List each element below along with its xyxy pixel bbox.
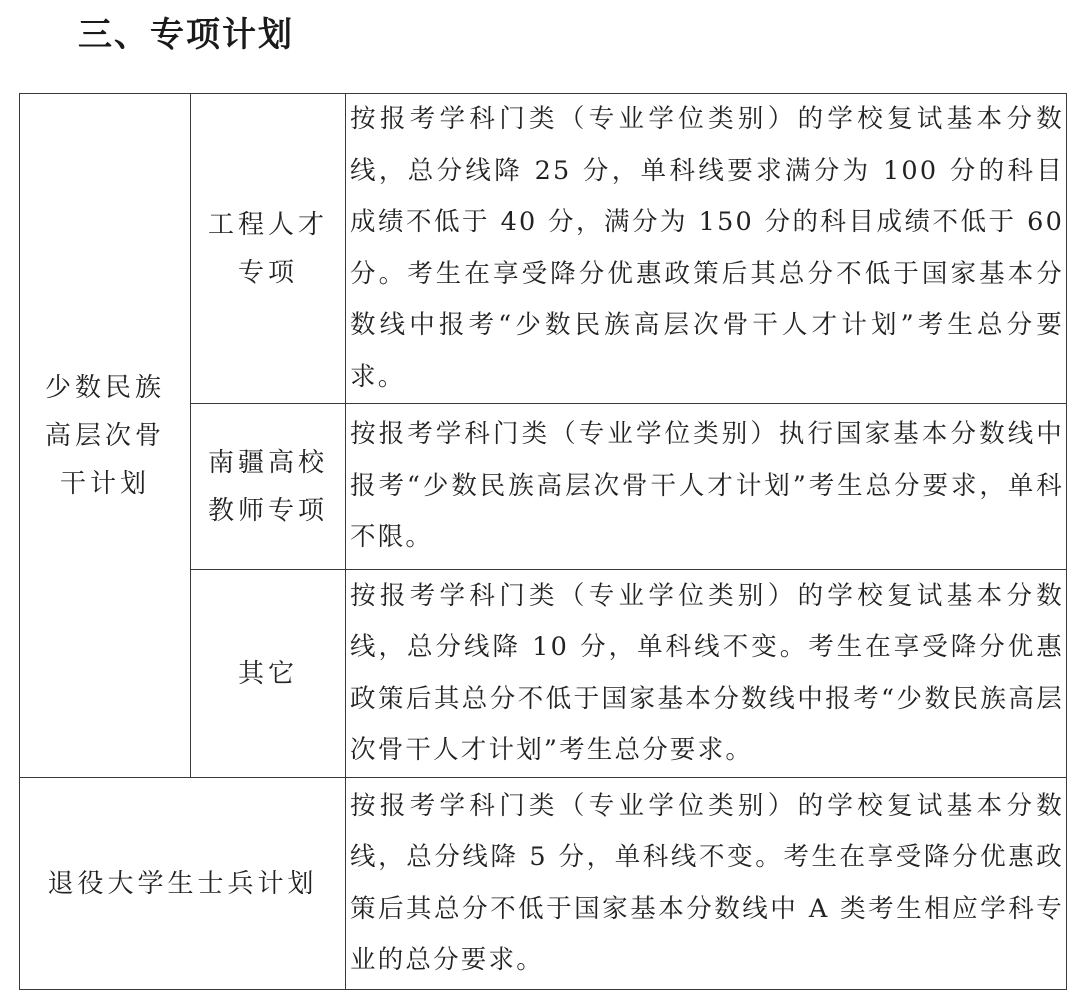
special-plan-table bbox=[19, 93, 1067, 990]
subcategory-line: 其它 bbox=[237, 658, 298, 689]
plan-category-line: 少数民族 bbox=[44, 372, 165, 403]
subcategory-line: 南疆高校 bbox=[207, 447, 328, 478]
subcategory-cell bbox=[191, 404, 346, 570]
subcategory-cell bbox=[191, 570, 346, 778]
requirement-cell: 按报考学科门类（专业学位类别）执行国家基本分数线中报考“少数民族高层次骨干人才计划”考生总分要求，单科不限。 bbox=[346, 404, 1067, 570]
requirement-cell: 按报考学科门类（专业学位类别）的学校复试基本分数线，总分线降 25 分，单科线要求满分为 100 分的科目成绩不低于 40 分，满分为 150 分的科目成绩不低于 60 分。考生在享受降分优惠政策后其总分不低于国家基本分数线中报考“少数民族高层次骨干人才计划”考生总分要求。 bbox=[346, 94, 1067, 404]
subcategory-cell bbox=[191, 94, 346, 404]
requirement-cell: 按报考学科门类（专业学位类别）的学校复试基本分数线，总分线降 5 分，单科线不变。考生在享受降分优惠政策后其总分不低于国家基本分数线中 A 类考生相应学科专业的总分要求。 bbox=[346, 778, 1067, 990]
table-row bbox=[20, 94, 1067, 404]
plan-category-cell bbox=[20, 778, 346, 990]
subcategory-line: 专项 bbox=[237, 257, 298, 288]
plan-category-cell bbox=[20, 94, 191, 778]
plan-category-line: 高层次骨 bbox=[44, 420, 165, 451]
subcategory-line: 工程人才 bbox=[207, 209, 328, 240]
table-row bbox=[20, 778, 1067, 990]
requirement-cell: 按报考学科门类（专业学位类别）的学校复试基本分数线，总分线降 10 分，单科线不变。考生在享受降分优惠政策后其总分不低于国家基本分数线中报考“少数民族高层次骨干人才计划”考生总分要求。 bbox=[346, 570, 1067, 778]
plan-category-line: 退役大学生士兵计划 bbox=[47, 868, 318, 899]
plan-category-line: 干计划 bbox=[59, 468, 150, 499]
subcategory-line: 教师专项 bbox=[207, 495, 328, 526]
section-title: 三、专项计划 bbox=[78, 15, 294, 55]
